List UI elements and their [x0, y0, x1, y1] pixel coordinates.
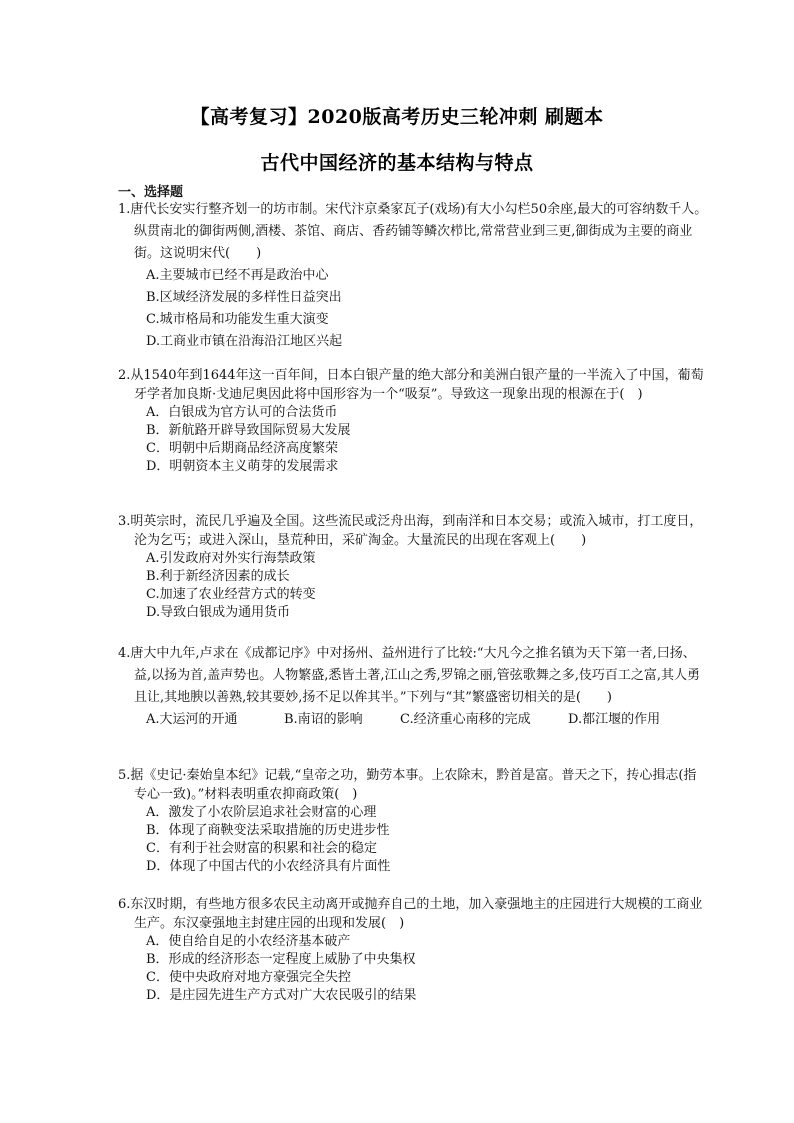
- option-c[interactable]: C.城市格局和功能发生重大演变: [146, 312, 329, 327]
- option-list: [118, 933, 708, 1005]
- option-list: [118, 550, 708, 622]
- option-b[interactable]: B．新航路开辟导致国际贸易大发展: [146, 423, 351, 438]
- option-b[interactable]: B.利于新经济因素的成长: [146, 569, 290, 584]
- question-stem: 1.唐代长安实行整齐划一的坊市制。宋代汴京桑家瓦子(戏场)有大小勾栏50余座,最大的可容纳数千人。纵贯南北的御街两侧,酒楼、茶馆、商店、香药铺等鳞次栉比,常常营业到三更,御街成为主要的商业街。这说明宋代( ): [118, 202, 708, 261]
- question-1: [118, 199, 708, 353]
- question-6: [118, 895, 708, 1005]
- question-2: [118, 366, 708, 476]
- option-list: [118, 804, 708, 876]
- question-stem: 5.据《史记·秦始皇本纪》记载,“皇帝之功，勤劳本事。上农除末，黔首是富。普天之下，抟心揖志(指专心一致)。”材料表明重农抑商政策( ): [118, 768, 697, 802]
- option-list: [118, 265, 708, 353]
- document-title: 【高考复习】2020版高考历史三轮冲刺 刷题本: [190, 106, 604, 128]
- question-4: [118, 643, 708, 731]
- option-d[interactable]: D.都江堰的作用: [568, 712, 661, 727]
- option-d[interactable]: D.工商业市镇在沿海沿江地区兴起: [146, 334, 343, 349]
- document-subtitle: 古代中国经济的基本结构与特点: [260, 152, 534, 174]
- option-c[interactable]: C．明朝中后期商品经济高度繁荣: [146, 441, 338, 456]
- option-a[interactable]: A.主要城市已经不再是政治中心: [146, 268, 329, 283]
- option-c[interactable]: C．有利于社会财富的积累和社会的稳定: [146, 841, 377, 856]
- option-d[interactable]: D.导致白银成为通用货币: [146, 605, 291, 620]
- option-b[interactable]: B.区域经济发展的多样性日益突出: [146, 290, 342, 305]
- question-stem: 6.东汉时期，有些地方很多农民主动离开或抛弃自己的土地，加入豪强地主的庄园进行大规模的工商业生产。东汉豪强地主封建庄园的出现和发展( ): [118, 897, 703, 931]
- option-c[interactable]: C.经济重心南移的完成: [400, 712, 531, 727]
- option-d[interactable]: D．体现了中国古代的小农经济具有片面性: [146, 859, 391, 874]
- option-b[interactable]: B.南诏的影响: [284, 712, 363, 727]
- option-c[interactable]: C．使中央政府对地方豪强完全失控: [146, 970, 351, 985]
- option-list: [118, 709, 708, 731]
- question-stem: 3.明英宗时，流民几乎遍及全国。这些流民或泛舟出海，到南洋和日本交易；或流入城市，打工度日，沦为乞丐；或进入深山，垦荒种田，采矿淘金。大量流民的出现在客观上( ): [118, 514, 703, 548]
- option-list: [118, 404, 708, 476]
- option-a[interactable]: A．激发了小农阶层追求社会财富的心理: [146, 805, 377, 820]
- question-stem: 2.从1540年到1644年这一百年间，日本白银产量的绝大部分和美洲白银产量的一半流入了中国，葡萄牙学者加良斯·戈迪尼奥因此将中国形容为一个“吸泵”。导致这一现象出现的根源在于( ): [118, 368, 704, 402]
- question-stem: 4.唐大中九年,卢求在《成都记序》中对扬州、益州进行了比较:“大凡今之推名镇为天下第一者,曰扬、益,以扬为首,盖声势也。人物繁盛,悉皆土著,江山之秀,罗锦之丽,管弦歌舞之多,伎巧百工之富,其人勇且让,其地腴以善熟,较其要妙,扬不足以侔其半。”下列与“其”繁盛密切相关的是( ): [118, 646, 701, 705]
- option-a[interactable]: A．使自给自足的小农经济基本破产: [146, 934, 351, 949]
- option-a[interactable]: A.大运河的开通: [146, 712, 238, 727]
- section-heading: 一、选择题: [118, 185, 184, 200]
- option-a[interactable]: A．白银成为官方认可的合法货币: [146, 405, 338, 420]
- option-b[interactable]: B．形成的经济形态一定程度上威胁了中央集权: [146, 952, 416, 967]
- option-c[interactable]: C.加速了农业经营方式的转变: [146, 587, 316, 602]
- option-a[interactable]: A.引发政府对外实行海禁政策: [146, 551, 316, 566]
- option-d[interactable]: D．明朝资本主义萌芽的发展需求: [146, 459, 339, 474]
- question-5: [118, 766, 708, 876]
- option-d[interactable]: D．是庄园先进生产方式对广大农民吸引的结果: [146, 988, 417, 1003]
- question-3: [118, 512, 708, 622]
- option-b[interactable]: B．体现了商鞅变法采取措施的历史进步性: [146, 823, 390, 838]
